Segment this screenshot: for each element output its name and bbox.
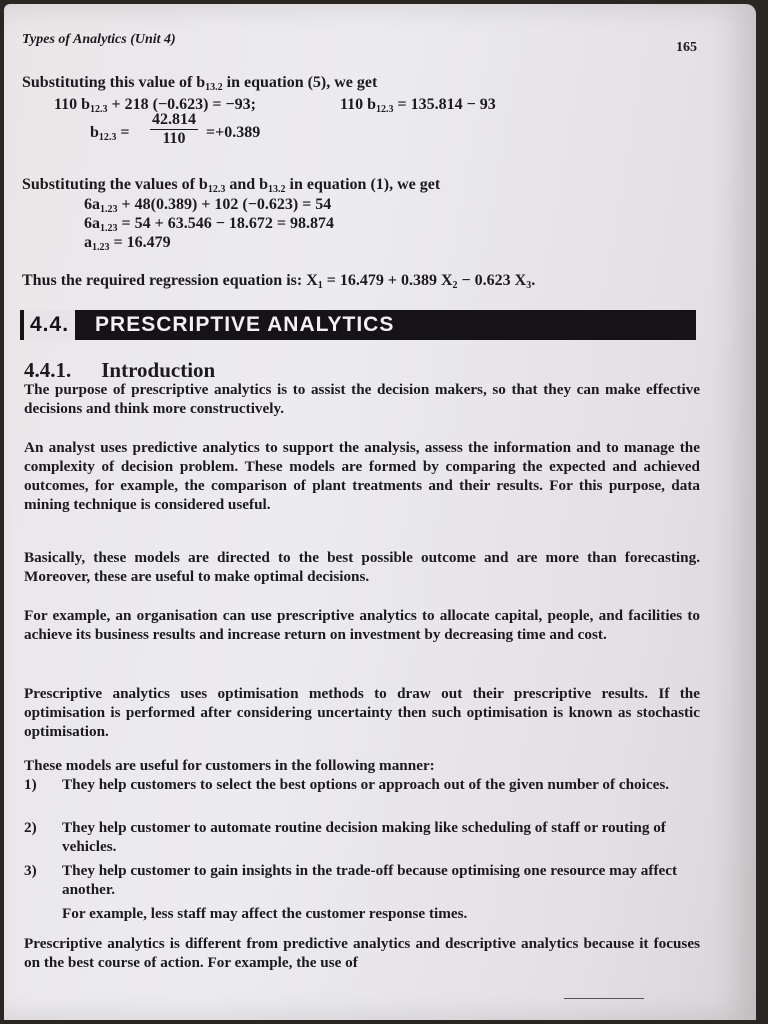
regression-equation: Thus the required regression equation is: $X_1 = 16.479 + 0.389$ $X_2 - 0.623$ $X_3$. bbox=[22, 272, 536, 291]
paragraph-models-useful: These models are useful for customers in the following manner: bbox=[24, 757, 435, 774]
math-equation-a: 110 $b_{12.3} + 218$ (−0.623) = −93; bbox=[54, 96, 256, 115]
section-number: 4.4. bbox=[24, 310, 75, 340]
math-fraction-lhs: $b_{12.3}$ = bbox=[90, 124, 130, 143]
math-eq2: $6a_{1.23} = 54 + 63.546 - 18.672 = 98.874$ bbox=[84, 215, 334, 234]
paragraph-example-staff: For example, less staff may affect the customer response times. bbox=[62, 905, 468, 922]
math-equation-b: 110 $b_{12.3} = 135.814 - 93$ bbox=[340, 96, 496, 115]
math-line-substituting: Substituting this value of $b_{13.2}$ in equation (5), we get bbox=[22, 74, 378, 93]
paragraph-analyst: An analyst uses predictive analytics to support the analysis, assess the information and to manage the complexity of decision problem. These models are formed by comparing the expected and achieved outcomes, for example, the comparison of plant treatments and their results. For this purpose, data mining technique is considered useful. bbox=[24, 439, 700, 513]
page-number: 165 bbox=[676, 40, 697, 55]
math-fraction-rhs: =+0.389 bbox=[206, 124, 261, 141]
paragraph-example-capital: For example, an organisation can use prescriptive analytics to allocate capital, people, and facilities to achieve its business results and increase return on investment by decreasing time and cost. bbox=[24, 607, 701, 643]
fraction-numerator: 42.814 bbox=[152, 111, 196, 128]
footer-rule bbox=[564, 998, 644, 999]
section-banner bbox=[20, 310, 696, 340]
math-eq3: $a_{1.23} = 16.479$ bbox=[84, 234, 171, 253]
paragraph-purpose: The purpose of prescriptive analytics is to assist the decision makers, so that they can make effective decisions and think more constructively. bbox=[24, 381, 700, 417]
paragraph-optimisation: Prescriptive analytics uses optimisation methods to draw out their prescriptive results. If the optimisation is performed after considering uncertainty then such optimisation is known as stochastic optimisation. bbox=[24, 685, 700, 740]
subsection-title: Introduction bbox=[101, 358, 216, 382]
paragraph-prescriptive-different: Prescriptive analytics is different from predictive analytics and descriptive analytics because it focuses on the best course of action. For example, the use of bbox=[24, 935, 700, 971]
paragraph-basically: Basically, these models are directed to the best possible outcome and are more than forecasting. Moreover, these are useful to make optimal decisions. bbox=[24, 549, 700, 585]
book-page: Types of Analytics (Unit 4) 165 Substituting this value of $b_{13.2}$ in equation (5), we get 110 $b_{12.3} + 218$ (−0.623) = −93; 110 $b_{12.3} = 135.814 - 93$ $b_{12.3}$ = $\frac{42.814}{110}$ =+0.389 Substituting the values of $b_{12.3}$ and $b_{13.2}$ in equation (1), we get $6a_{1.23} + 48(0.389) + 102$ (−0.623) = 54 $6a_{1.23} = 54 + 63.546 - 18.672 = 98.874$ $a_{1.23} = 16.479$ Thus the required regression equation is: $X_1 = 16.479 + 0.389$ $X_2 - 0.623$ $X_3$. 4.4. PRESCRIPTIVE ANALYTICS 4.4.1. Introduction The purpose of prescriptive analytics is to assist the decision makers, so that they can make effective decisions and think more constructively. An analyst uses predictive analytics to support the analysis, assess the information and to manage the complexity of decision problem. These models are formed by comparing the expected and achieved outcomes, for example, the comparison of plant treatments and their results. For this purpose, data mining technique is considered useful. Basically, these models are directed to the best possible outcome and are more than forecasting. Moreover, these are useful to make optimal decisions. For example, an organisation can use prescriptive analytics to allocate capital, people, and facilities to achieve its business results and increase return on investment by decreasing time and cost. Prescriptive analytics uses optimisation methods to draw out their prescriptive results. If the optimisation is performed after considering uncertainty then such optimisation is known as stochastic optimisation. These models are useful for customers in the following manner: 1) They help customers to select the best options or approach out of the given number of choices. 2) They help customer to automate routine decision making like scheduling of staff or routing of vehicles. 3) They help customer to gain insights in the trade-off because optimising one resource may affect another. For example, less staff may affect the customer response times. Prescriptive analytics is different from predictive analytics and descriptive analytics because it focuses on the best course of action. For example, the use of bbox=[4, 4, 756, 1020]
section-title: PRESCRIPTIVE ANALYTICS bbox=[95, 313, 395, 336]
math-line-substituting-values: Substituting the values of $b_{12.3}$ and $b_{13.2}$ in equation (1), we get bbox=[22, 176, 441, 195]
math-fraction bbox=[150, 111, 198, 148]
fraction-denominator: 110 bbox=[162, 130, 186, 147]
subsection-number: 4.4.1. bbox=[24, 358, 72, 382]
running-header: Types of Analytics (Unit 4) bbox=[22, 32, 176, 47]
math-eq1: $6a_{1.23} + 48(0.389) + 102$ (−0.623) = 54 bbox=[84, 196, 332, 215]
